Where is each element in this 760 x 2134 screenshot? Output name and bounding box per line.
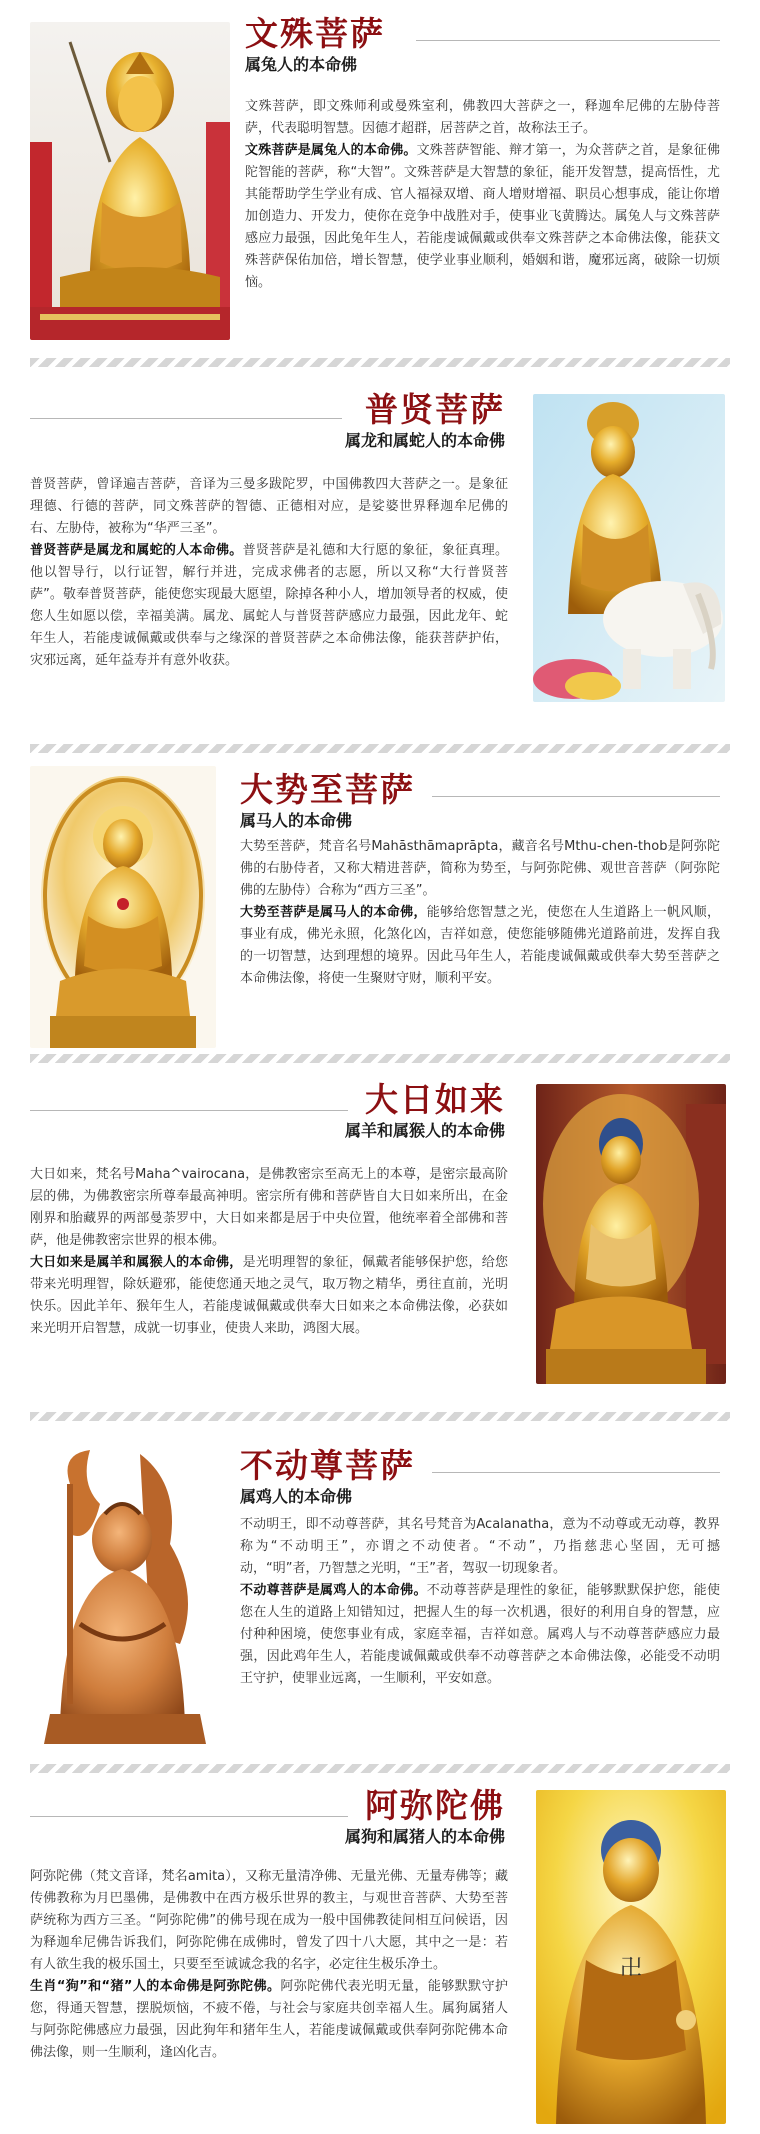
section-title: 大日如来 [365, 1080, 505, 1119]
section-intro: 不动明王，即不动尊菩萨，其名号梵音为Acalanatha，意为不动尊或无动尊，教界称为“不动明王”，亦谓之不动使者。“不动”，乃指慈悲心坚固，无可撼动，“明”者，乃智慧之光明，“王”者，驾驭一切现象者。 [240, 1517, 720, 1576]
manjushri-statue-icon [30, 22, 230, 340]
section-bold-statement: 大日如来是属羊和属猴人的本命佛， [30, 1255, 243, 1270]
section-detail: 不动尊菩萨是理性的象征，能够默默保护您，能使您在人生的道路上知错知过，把握人生的每一次机遇，很好的利用自身的智慧，应付种种困境，使您事业有成，家庭幸福，吉祥如意。属鸡人与不动尊菩萨感应力最强，因此鸡年生人，若能虔诚佩戴或供奉不动尊菩萨之本命佛法像，必能受不动明王守护，使罪业远离，一生顺利，平安如意。 [240, 1583, 720, 1686]
section-intro: 阿弥陀佛（梵文音译，梵名amita），又称无量清净佛、无量光佛、无量寿佛等；藏传佛教称为月巴墨佛，是佛教中在西方极乐世界的教主，与观世音菩萨、大势至菩萨统称为西方三圣。“阿弥陀佛”的佛号现在成为一般中国佛教徒间相互问候语，因为释迦牟尼佛告诉我们，阿弥陀佛在成佛时，曾发了四十八大愿，其中之一是：若有人欲生我的极乐国土，只要至至诚诚念我的名字，必定往生极乐净土。 [30, 1869, 508, 1972]
section-intro: 普贤菩萨，曾译遍吉菩萨，音译为三曼多跋陀罗，中国佛教四大菩萨之一。是象征理德、行德的菩萨，同文殊菩萨的智德、正德相对应，是娑婆世界释迦牟尼佛的右、左胁侍，被称为“华严三圣”。 [30, 477, 508, 536]
section-intro: 大势至菩萨，梵音名号Mahāsthāmaprāpta，藏音名号Mthu-chen-thob是阿弥陀佛的右胁侍者，又称大精进菩萨，简称为势至，与阿弥陀佛、观世音菩萨（阿弥陀佛的左胁侍）合称为“西方三圣”。 [240, 839, 720, 898]
section-intro: 大日如来，梵名号Maha^vairocana，是佛教密宗至高无上的本尊，是密宗最高阶层的佛，为佛教密宗所尊奉最高神明。密宗所有佛和菩萨皆自大日如来所出，在金刚界和胎藏界的两部曼荼罗中，大日如来都是居于中央位置，他统率着全部佛和菩萨，他是佛教密宗世界的根本佛。 [30, 1167, 508, 1248]
title-block-vairocana [300, 1080, 505, 1142]
section-bold-statement: 大势至菩萨是属马人的本命佛， [240, 905, 427, 920]
section-title: 不动尊菩萨 [240, 1446, 415, 1485]
amitabha-statue-icon [536, 1790, 726, 2124]
section-body [240, 836, 720, 990]
section-samantabhadra [0, 380, 760, 740]
title-underline [432, 1472, 720, 1473]
section-acala [0, 1440, 760, 1760]
title-underline [416, 40, 720, 41]
title-block-acala [240, 1446, 415, 1508]
section-bold-statement: 生肖“狗”和“猪”人的本命佛是阿弥陀佛。 [30, 1979, 281, 1994]
section-vairocana [0, 1080, 760, 1410]
section-amitabha [0, 1786, 760, 2134]
section-bold-statement: 不动尊菩萨是属鸡人的本命佛。 [240, 1583, 427, 1598]
section-body [240, 1514, 720, 1690]
section-bold-statement: 文殊菩萨是属兔人的本命佛。 [245, 143, 417, 158]
title-underline [432, 796, 720, 797]
vairocana-statue-icon [536, 1084, 726, 1384]
section-title: 文殊菩萨 [245, 14, 385, 53]
section-subtitle: 属龙和属蛇人的本命佛 [344, 431, 505, 450]
title-underline [30, 418, 342, 419]
section-detail: 能够给您智慧之光，使您在人生道路上一帆风顺，事业有成，佛光永照，化煞化凶，吉祥如意，使您能够随佛光道路前进，发挥自我的一切智慧，达到理想的境界。因此马年生人，若能虔诚佩戴或供奉大势至菩萨之本命佛法像，将使一生聚财守财，顺利平安。 [240, 905, 720, 986]
title-block-mahasthamaprapta [240, 770, 415, 832]
section-divider [30, 1764, 730, 1773]
samantabhadra-statue-icon [533, 394, 725, 702]
section-title: 阿弥陀佛 [365, 1786, 505, 1825]
section-subtitle: 属兔人的本命佛 [245, 55, 358, 74]
section-divider [30, 1054, 730, 1063]
section-intro: 文殊菩萨，即文殊师利或曼殊室利，佛教四大菩萨之一，释迦牟尼佛的左胁侍菩萨，代表聪明智慧。因德才超群，居菩萨之首，故称法王子。 [245, 99, 720, 136]
section-detail: 文殊菩萨智能、辩才第一，为众菩萨之首，是象征佛陀智能的菩萨，称“大智”。文殊菩萨是大智慧的象征，能开发智慧，提高悟性，尤其能帮助学生学业有成、官人福禄双增、商人增财增福、职员心想事成，能让你增加创造力、开发力，使你在竞争中战胜对手，使事业飞黄腾达。属兔人与文殊菩萨感应力最强，因此兔年生人，若能虔诚佩戴或供奉文殊菩萨之本命佛法像，能获文殊菩萨保佑加倍，增长智慧，使学业事业顺利，婚姻和谐，魔邪远离，破除一切烦恼。 [245, 143, 720, 290]
section-divider [30, 744, 730, 753]
section-bold-statement: 普贤菩萨是属龙和属蛇的人本命佛。 [30, 543, 243, 558]
section-subtitle: 属鸡人的本命佛 [240, 1487, 353, 1506]
title-underline [30, 1816, 348, 1817]
section-divider [30, 358, 730, 367]
section-body [245, 96, 720, 294]
title-block-amitabha [300, 1786, 505, 1848]
section-detail: 是光明理智的象征，佩戴者能够保护您，给您带来光明理智，除妖避邪，能使您通天地之灵气，取万物之精华，勇往直前，光明快乐。因此羊年、猴年生人，若能虔诚佩戴或供奉大日如来之本命佛法像，必获如来光明开启智慧，成就一切事业，使贵人来助，鸿图大展。 [30, 1255, 508, 1336]
mahasthamaprapta-statue-icon [30, 766, 216, 1048]
section-mahasthamaprapta [0, 760, 760, 1080]
title-block-manjushri [245, 14, 385, 76]
section-body [30, 1164, 508, 1340]
title-block-samantabhadra [310, 390, 505, 452]
section-divider [30, 1412, 730, 1421]
section-subtitle: 属马人的本命佛 [240, 811, 353, 830]
section-manjushri [0, 0, 760, 350]
section-body [30, 1866, 508, 2064]
section-detail: 阿弥陀佛代表光明无量，能够默默守护您，得通天智慧，摆脱烦恼，不疲不倦，与社会与家庭共创幸福人生。属狗属猪人与阿弥陀佛感应力最强，因此狗年和猪年生人，若能虔诚佩戴或供奉阿弥陀佛本命佛法像，则一生顺利，逢凶化吉。 [30, 1979, 508, 2060]
svg-text:卍: 卍 [619, 1956, 643, 1981]
title-underline [30, 1110, 348, 1111]
section-title: 大势至菩萨 [240, 770, 415, 809]
acala-statue-icon [30, 1444, 216, 1744]
section-subtitle: 属羊和属猴人的本命佛 [344, 1121, 505, 1140]
section-detail: 普贤菩萨是礼德和大行愿的象征，象征真理。他以智导行，以行证智，解行并进，完成求佛者的志愿，所以又称“大行普贤菩萨”。敬奉普贤菩萨，能使您实现最大愿望，除掉各种小人，增加领导者的权威，使您人生如愿以偿，幸福美满。属龙、属蛇人与普贤菩萨感应力最强，因此龙年、蛇年生人，若能虔诚佩戴或供奉与之缘深的普贤菩萨之本命佛法像，能获菩萨护佑，灾邪远离，延年益寿并有意外收获。 [30, 543, 508, 668]
section-title: 普贤菩萨 [365, 390, 505, 429]
section-subtitle: 属狗和属猪人的本命佛 [344, 1827, 505, 1846]
section-body [30, 474, 508, 672]
